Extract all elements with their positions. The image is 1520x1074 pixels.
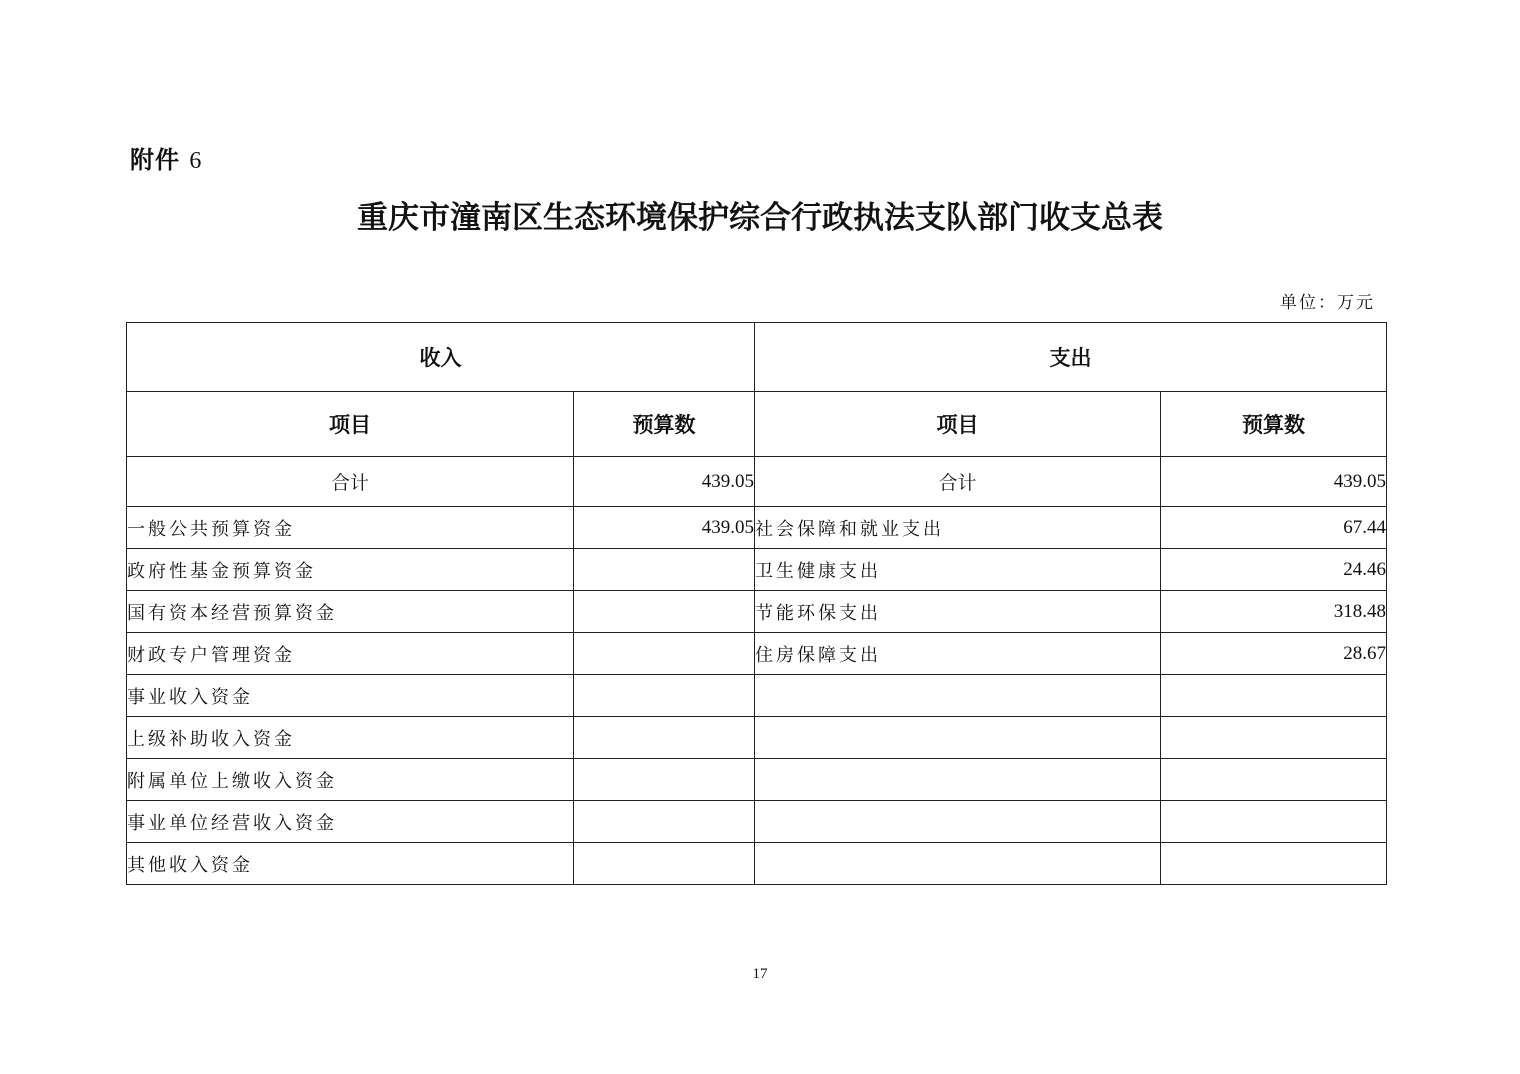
income-item-cell: 事业单位经营收入资金 [127, 801, 574, 843]
expense-header: 支出 [755, 323, 1387, 392]
income-item-cell: 其他收入资金 [127, 843, 574, 885]
income-value-cell [574, 549, 755, 591]
expense-total-label: 合计 [755, 457, 1161, 507]
income-item-header: 项目 [127, 392, 574, 457]
income-value-cell [574, 843, 755, 885]
expense-item-cell [755, 801, 1161, 843]
attachment-text: 附件 [130, 146, 180, 174]
expense-value-cell [1161, 717, 1387, 759]
expense-value-cell: 28.67 [1161, 633, 1387, 675]
table-row [127, 549, 1387, 591]
income-total-value: 439.05 [574, 457, 755, 507]
income-budget-header: 预算数 [574, 392, 755, 457]
expense-value-cell [1161, 675, 1387, 717]
unit-label: 单位：万元 [1280, 293, 1375, 313]
table-row [127, 759, 1387, 801]
income-total-label: 合计 [127, 457, 574, 507]
income-item-cell: 国有资本经营预算资金 [127, 591, 574, 633]
attachment-number: 6 [189, 148, 203, 174]
page-number: 17 [752, 966, 768, 982]
expense-value-cell: 318.48 [1161, 591, 1387, 633]
income-value-cell [574, 591, 755, 633]
page-title: 重庆市潼南区生态环境保护综合行政执法支队部门收支总表 [357, 200, 1163, 236]
income-value-cell [574, 633, 755, 675]
table-row [127, 591, 1387, 633]
budget-table [126, 322, 1387, 885]
income-value-cell: 439.05 [574, 507, 755, 549]
table-row [127, 507, 1387, 549]
expense-item-cell: 节能环保支出 [755, 591, 1161, 633]
expense-value-cell [1161, 801, 1387, 843]
table-row [127, 633, 1387, 675]
income-value-cell [574, 801, 755, 843]
expense-item-cell: 社会保障和就业支出 [755, 507, 1161, 549]
income-header: 收入 [127, 323, 755, 392]
total-row [127, 457, 1387, 507]
income-item-cell: 上级补助收入资金 [127, 717, 574, 759]
income-item-cell: 政府性基金预算资金 [127, 549, 574, 591]
income-item-cell: 一般公共预算资金 [127, 507, 574, 549]
expense-item-cell: 卫生健康支出 [755, 549, 1161, 591]
income-value-cell [574, 759, 755, 801]
income-item-cell: 附属单位上缴收入资金 [127, 759, 574, 801]
expense-value-cell [1161, 843, 1387, 885]
table-row [127, 675, 1387, 717]
income-value-cell [574, 675, 755, 717]
attachment-label [130, 140, 202, 175]
table-row [127, 717, 1387, 759]
income-item-cell: 事业收入资金 [127, 675, 574, 717]
expense-value-cell: 67.44 [1161, 507, 1387, 549]
expense-item-cell [755, 675, 1161, 717]
expense-item-cell: 住房保障支出 [755, 633, 1161, 675]
table-row [127, 801, 1387, 843]
expense-item-header: 项目 [755, 392, 1161, 457]
expense-value-cell: 24.46 [1161, 549, 1387, 591]
income-value-cell [574, 717, 755, 759]
expense-item-cell [755, 843, 1161, 885]
expense-budget-header: 预算数 [1161, 392, 1387, 457]
income-item-cell: 财政专户管理资金 [127, 633, 574, 675]
expense-total-value: 439.05 [1161, 457, 1387, 507]
expense-value-cell [1161, 759, 1387, 801]
section-header-row [127, 323, 1387, 392]
column-header-row [127, 392, 1387, 457]
expense-item-cell [755, 759, 1161, 801]
table-row [127, 843, 1387, 885]
expense-item-cell [755, 717, 1161, 759]
